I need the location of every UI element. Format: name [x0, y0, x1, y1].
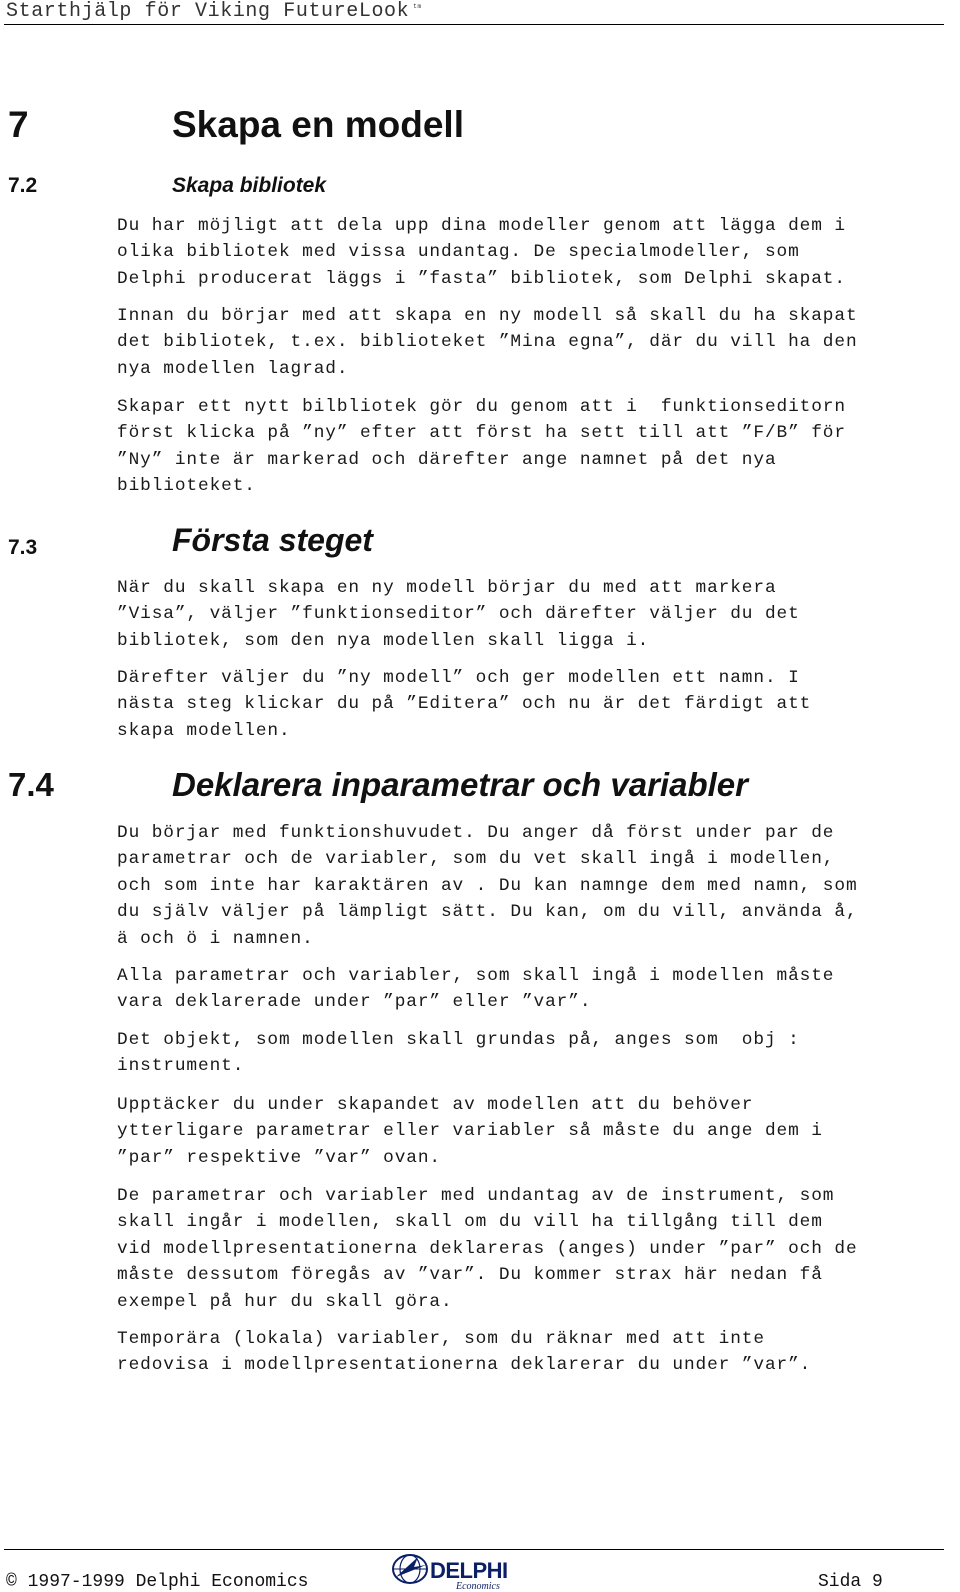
paragraph: Därefter väljer du ”ny modell” och ger modellen ett namn. I nästa steg klickar du på ”Editera” och nu är det färdigt att skapa modellen.	[117, 668, 812, 741]
footer-copyright: © 1997-1999 Delphi Economics	[6, 1572, 309, 1592]
header-rule	[4, 24, 944, 25]
footer-page-number: Sida 9	[818, 1572, 883, 1592]
footer-rule	[4, 1549, 944, 1550]
paragraph: De parametrar och variabler med undantag av de instrument, som skall ingår i modellen, skall om du vill ha tillgång till dem vid modellpresentationerna deklareras (anges) under ”par” och de måste dessutom föregås av ”var”. Du kommer strax här nedan få exempel på hur du skall göra.	[117, 1186, 858, 1312]
paragraph: Du har möjligt att dela upp dina modeller genom att lägga dem i olika bibliotek med vissa undantag. De specialmodeller, som Delphi producerat läggs i ”fasta” bibliotek, som Delphi skapat.	[117, 216, 846, 289]
logo-subtitle: Economics	[456, 1581, 500, 1592]
paragraph: Upptäcker du under skapandet av modellen att du behöver ytterligare parametrar eller variabler så måste du ange dem i ”par” respektive ”var” ovan.	[117, 1095, 823, 1168]
paragraph: När du skall skapa en ny modell börjar du med att markera ”Visa”, väljer ”funktionseditor” och därefter väljer du det bibliotek, som den nya modellen skall ligga i.	[117, 578, 800, 651]
trademark-mark: tm	[413, 3, 422, 11]
section-number: 7.3	[8, 536, 38, 559]
chapter-title: Skapa en modell	[172, 104, 464, 145]
logo-wordmark: DELPHI	[430, 1558, 508, 1583]
paragraph: Skapar ett nytt bilbliotek gör du genom att i funktionseditorn först klicka på ”ny” efter att först ha sett till att ”F/B” för ”Ny” inte är markerad och därefter ange namnet på det nya biblioteket.	[117, 397, 846, 497]
section-number: 7.4	[8, 766, 54, 803]
paragraph: Alla parametrar och variabler, som skall ingå i modellen måste vara deklarerade under ”par” eller ”var”.	[117, 966, 835, 1013]
running-header-title: Starthjälp för Viking FutureLook	[6, 0, 410, 23]
running-header	[6, 0, 422, 23]
paragraph: Du börjar med funktionshuvudet. Du anger då först under par de parametrar och de variabler, som du vet skall ingå i modellen, och som inte har karaktären av . Du kan namnge dem med namn, som du själv väljer på lämpligt sätt. Du kan, om du vill, använda å, ä och ö i namnen.	[117, 823, 858, 949]
section-title: Deklarera inparametrar och variabler	[172, 766, 748, 803]
paragraph: Temporära (lokala) variabler, som du räknar med att inte redovisa i modellpresentationerna deklarerar du under ”var”.	[117, 1329, 812, 1376]
section-title: Skapa bibliotek	[172, 174, 327, 197]
section-title: Första steget	[172, 522, 373, 558]
chapter-number: 7	[8, 104, 29, 145]
section-number: 7.2	[8, 174, 38, 197]
paragraph: Det objekt, som modellen skall grundas på, anges som obj : instrument.	[117, 1030, 800, 1077]
paragraph: Innan du börjar med att skapa en ny modell så skall du ha skapat det bibliotek, t.ex. biblioteket ”Mina egna”, där du vill ha den nya modellen lagrad.	[117, 306, 858, 379]
